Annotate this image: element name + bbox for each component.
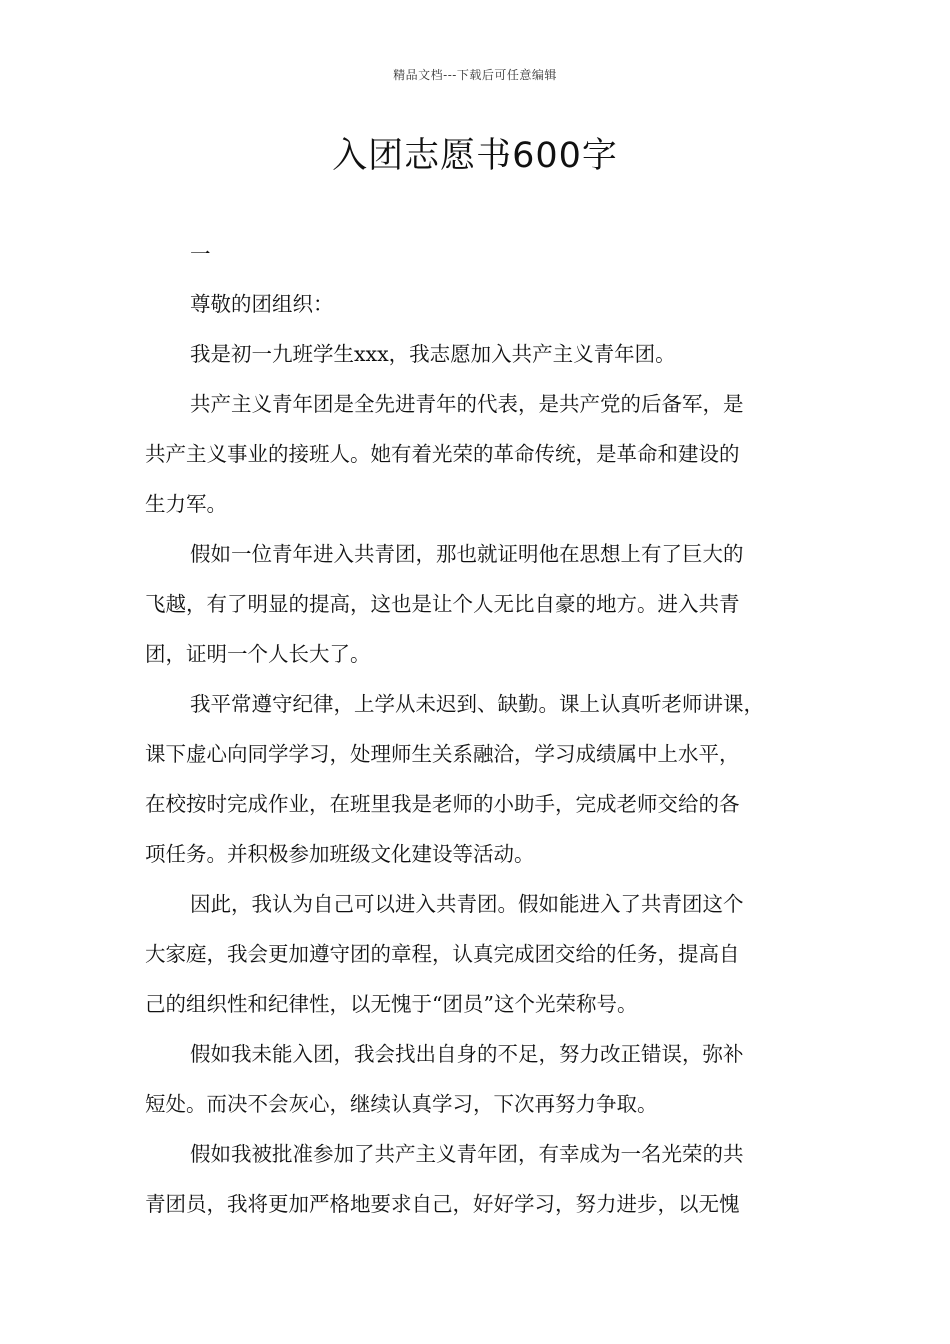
paragraph-line: 青团员，我将更加严格地要求自己，好好学习，努力进步，以无愧	[145, 1192, 740, 1216]
page-title: 入团志愿书600字	[332, 136, 618, 176]
section-mark-text: 一	[190, 242, 211, 266]
paragraph	[145, 1129, 825, 1229]
section-mark	[145, 229, 825, 279]
paragraph-line: 因此，我认为自己可以进入共青团。假如能进入了共青团这个	[190, 892, 744, 916]
paragraph-line: 共产主义青年团是全先进青年的代表，是共产党的后备军，是	[190, 392, 744, 416]
paragraph-line: 假如一位青年进入共青团，那也就证明他在思想上有了巨大的	[190, 542, 744, 566]
paragraph-line: 我平常遵守纪律，上学从未迟到、缺勤。课上认真听老师讲课，	[190, 692, 764, 716]
paragraph	[145, 329, 825, 379]
paragraph-line: 团，证明一个人长大了。	[145, 642, 371, 666]
paragraph	[145, 679, 825, 879]
paragraph-line: 假如我被批准参加了共产主义青年团，有幸成为一名光荣的共	[190, 1142, 744, 1166]
paragraph	[145, 1029, 825, 1129]
paragraph-line: 短处。而决不会灰心，继续认真学习，下次再努力争取。	[145, 1092, 658, 1116]
paragraph-line: 大家庭，我会更加遵守团的章程，认真完成团交给的任务，提高自	[145, 942, 740, 966]
paragraph-line: 生力军。	[145, 492, 227, 516]
document-body	[145, 229, 825, 1229]
paragraph-line: 共产主义事业的接班人。她有着光荣的革命传统，是革命和建设的	[145, 442, 740, 466]
paragraph-line: 课下虚心向同学学习，处理师生关系融洽，学习成绩属中上水平，	[145, 742, 740, 766]
paragraph	[145, 879, 825, 1029]
paragraph-line: 我是初一九班学生xxx，我志愿加入共产主义青年团。	[190, 342, 676, 366]
paragraph	[145, 529, 825, 679]
salutation-text: 尊敬的团组织：	[190, 292, 334, 316]
paragraph-line: 项任务。并积极参加班级文化建设等活动。	[145, 842, 535, 866]
paragraph-line: 在校按时完成作业，在班里我是老师的小助手，完成老师交给的各	[145, 792, 740, 816]
paragraph	[145, 379, 825, 529]
paragraph-line: 飞越，有了明显的提高，这也是让个人无比自豪的地方。进入共青	[145, 592, 740, 616]
salutation	[145, 279, 825, 329]
paragraph-line: 己的组织性和纪律性，以无愧于“团员”这个光荣称号。	[145, 992, 638, 1016]
paragraph-line: 假如我未能入团，我会找出自身的不足，努力改正错误，弥补	[190, 1042, 744, 1066]
header-note: 精品文档---下载后可任意编辑	[393, 68, 557, 82]
